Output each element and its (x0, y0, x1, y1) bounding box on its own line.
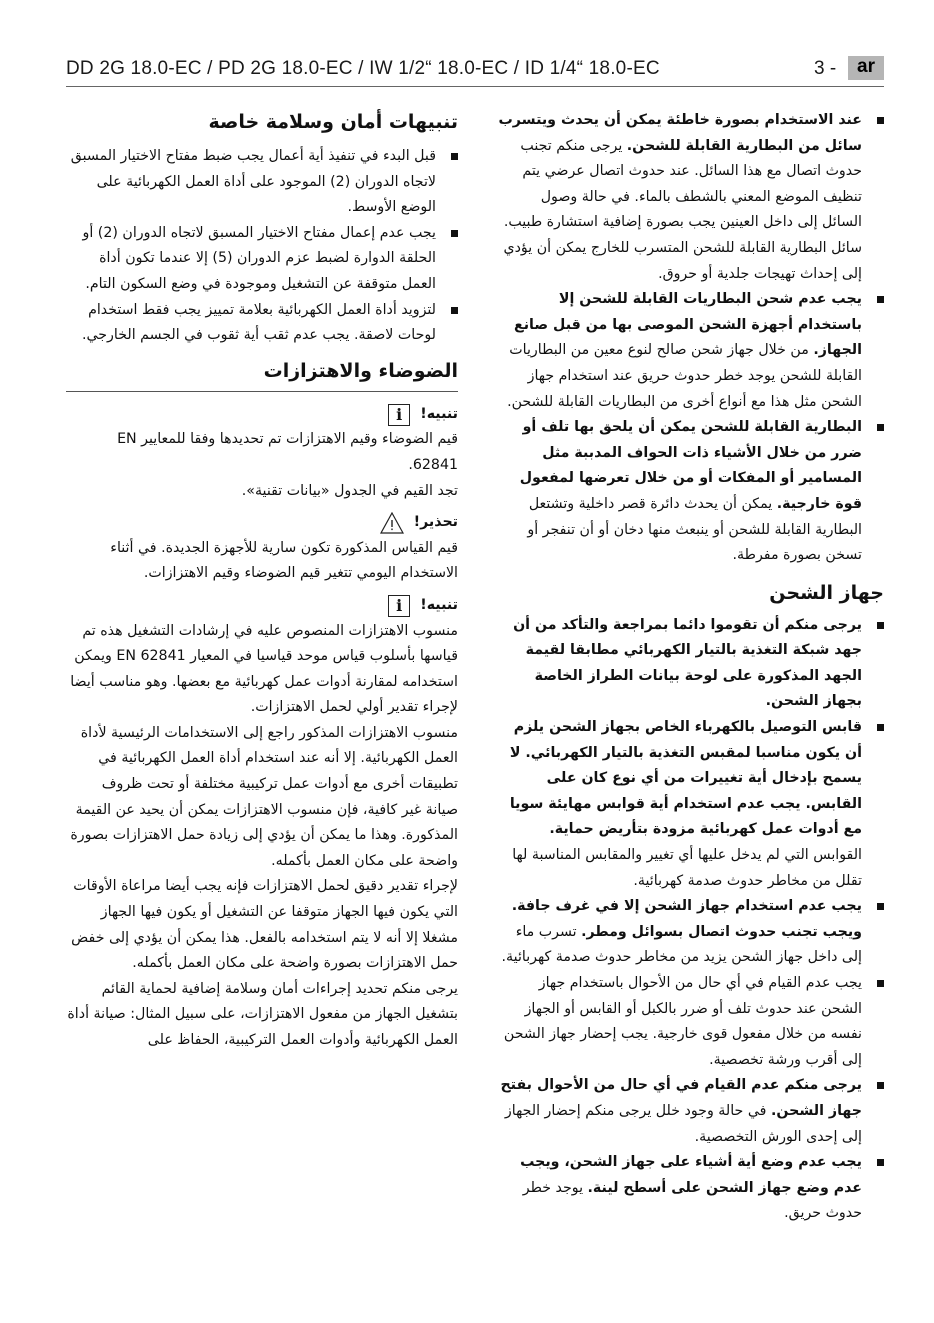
warning-title: تحذير! (413, 514, 458, 531)
page-header (0, 0, 934, 92)
item-text: القوابس التي لم يدخل عليها أي تغيير والمقابس المناسبة لها تقلل من مخاطر حدوث صدمة كهربائية. (512, 847, 862, 889)
item-bold: عند الاستخدام بصورة خاطئة يمكن أن يحدث ويتسرب سائل من البطارية القابلة للشحن. (498, 112, 862, 154)
header-divider (66, 86, 884, 87)
item-text: يرجى منكم تجنب حدوث اتصال مع هذا السائل. عند حدوث اتصال عرضي يتم تنظيف الموضع المعني بالشطف بالماء. في حالة وصول السائل إلى داخل العينين يجب بصورة إضافية استشارة طبيب. سائل البطارية القابلة للشحن المتسرب للخارج يمكن أن يؤدي إلى إحداث تهيجات جلدية أو حروق. (503, 137, 862, 282)
note-block (66, 593, 458, 1054)
note-text: منسوب الاهتزازات المذكور راجع إلى الاستخدامات الرئيسية لأداة العمل الكهربائية. إلا أنه عند استخدام أداة العمل الكهربائية في تطبيقات أخرى مع أدوات عمل تركيبية مختلفة أو تحت ظروف صيانة غير كافية، فإن منسوب الاهتزازات يمكن أن يحيد عن القيمة المذكورة. وهذا ما يمكن أن يؤدي إلى زيادة حمل الاهتزازات بصورة واضحة على مكان العمل بأكمله. (70, 724, 458, 869)
note-text: يرجى منكم تحديد إجراءات أمان وسلامة إضافية لحماية القائم بتشغيل الجهاز من مفعول الاهتزازات، على سبيل المثال: صيانة أداة العمل الكهربائية وأدوات العمل التركيبية، الحفاظ على (67, 980, 458, 1048)
warning-header (66, 510, 458, 536)
item-bold: البطارية القابلة للشحن يمكن أن يلحق بها تلف أو ضرر من خلال الأشياء ذات الحواف المدببة مثل المسامير أو المفكات أو من خلال تعرضها لمفعول قوة خارجية. (519, 419, 862, 512)
section-title-noise: الضوضاء والاهتزازات (263, 359, 458, 382)
list-item (497, 287, 884, 415)
section-title-charger: جهاز الشحن (769, 581, 884, 604)
note-text: قيم الضوضاء وقيم الاهتزازات تم تحديدها وفقا للمعايير EN 62841. (117, 431, 458, 473)
item-text: يوجد خطر حدوث حريق. (522, 1179, 862, 1222)
note-title: تنبيه! (420, 596, 458, 613)
list-item (497, 415, 884, 569)
warning-triangle-icon (380, 512, 404, 534)
model-title: DD 2G 18.0-EC / PD 2G 18.0-EC / IW 1/2“ 18.0-EC / ID 1/4“ 18.0-EC (66, 58, 660, 79)
note-text: لإجراء تقدير دقيق لحمل الاهتزازات فإنه يجب أيضا مراعاة الأوقات التي يكون فيها الجهاز متوقفا عن التشغيل أو يكون فيها الجهاز مشغلا إلا أنه لا يتم استخدامه بالفعل. هذا يمكن أن يؤدي إلى خفض حمل الاهتزازات بصورة واضحة على مكان العمل بأكمله. (71, 878, 458, 972)
note-title: تنبيه! (420, 405, 458, 422)
item-text: تسرب ماء إلى داخل جهاز الشحن يزيد من مخاطر حدوث صدمة كهربائية. (501, 923, 862, 966)
item-bold: يرجى منكم أن تقوموا دائما بمراجعة والتأكد من أن جهد شبكة التغذية بالتيار الكهربائي مطابقا لقيمة الجهد المذكورة على لوحة بيانات الطراز الخاصة بجهاز الشحن. (513, 616, 862, 710)
language-badge: ar (848, 56, 884, 80)
item-text: في حالة وجود خلل يرجى منكم إحضار الجهاز إلى إحدى الورش التخصصية. (504, 1102, 862, 1145)
list-item: يجب عدم إعمال مفتاح الاختيار المسبق لاتجاه الدوران (2) أو الحلقة الدوارة لضبط عزم الدوران (5) إلا عندما تكون أداة العمل متوقفة عن التشغيل وموجودة في وضع السكون التام. (66, 221, 458, 298)
item-bold: يجب عدم وضع أية أشياء على جهاز الشحن، ويجب عدم وضع جهاز الشحن على أسطح لينة. (520, 1154, 862, 1196)
list-item: قبل البدء في تنفيذ أية أعمال يجب ضبط مفتاح الاختيار المسبق لاتجاه الدوران (2) الموجود على أداة العمل الكهربائية على الوضع الأوسط. (66, 144, 458, 221)
note-text: تجد القيم في الجدول «بيانات تقنية». (241, 482, 458, 499)
note-block (66, 402, 458, 504)
list-item (497, 971, 884, 1073)
list-item (497, 1150, 884, 1227)
section-title-safety: تنبيهات أمان وسلامة خاصة (208, 111, 458, 133)
list-item (497, 1073, 884, 1150)
item-bold: يجب عدم شحن البطاريات القابلة للشحن إلا باستخدام أجهزة الشحن الموصى بها من قبل صانع الجهاز. (514, 291, 862, 359)
item-bold: قابس التوصيل بالكهرباء الخاص بجهاز الشحن يلزم أن يكون مناسبا لمقبس التغذية بالتيار الكهربائي. لا يسمح بإدخال أية تغييرات من أي نوع كان على القابس. يجب عدم استخدام أية قوابس مهايئة سويا مع أدوات عمل كهربائية مزودة بتأريض حماية. (509, 719, 862, 838)
warning-block (66, 510, 458, 587)
page-number: 3 - (814, 58, 837, 79)
item-bold: يرجى منكم عدم القيام في أي حال من الأحوال بفتح جهاز الشحن. (500, 1077, 862, 1119)
list-item (497, 108, 884, 287)
item-text: من خلال جهاز شحن صالح لنوع معين من البطاريات القابلة للشحن يوجد خطر حدوث حريق عند استخدام جهاز الشحن مثل هذا مع أنواع أخرى من البطاريات القابلة للشحن. (507, 342, 862, 410)
list-item (497, 894, 884, 971)
note-header (66, 402, 458, 428)
list-item (497, 715, 884, 894)
info-icon: i (388, 404, 410, 426)
info-icon: i (388, 595, 410, 617)
warning-text: قيم القياس المذكورة تكون سارية للأجهزة الجديدة. في أثناء الاستخدام اليومي تتغير قيم الضوضاء وقيم الاهتزازات. (110, 539, 458, 582)
item-text: يجب عدم القيام في أي حال من الأحوال باستخدام جهاز الشحن عند حدوث تلف أو ضرر بالكبل أو القابس أو الجهاز نفسه من خلال مفعول قوى خارجية. يجب إحضار جهاز الشحن إلى أقرب ورشة تخصصية. (503, 975, 862, 1068)
list-item: لتزويد أداة العمل الكهربائية بعلامة تمييز يجب فقط استخدام لوحات لاصقة. يجب عدم ثقب أية ثقوب في الجسم الخارجي. (66, 298, 458, 349)
note-text: منسوب الاهتزازات المنصوص عليه في إرشادات التشغيل هذه تم قياسها بأسلوب قياس موحد قياسيا في المعيار EN 62841 ويمكن استخدامه لمقارنة أدوات عمل كهربائية مع بعضها. وهو مناسب أيضا لإجراء تقدير أولي لحمل الاهتزازات. (70, 622, 458, 716)
note-header (66, 593, 458, 619)
item-bold: يجب عدم استخدام جهاز الشحن إلا في غرف جافة. ويجب تجنب حدوث اتصال بسوائل ومطر. (511, 898, 862, 940)
right-column (497, 108, 884, 1227)
section-divider (66, 391, 458, 392)
list-item (497, 613, 884, 715)
left-column (66, 108, 458, 1054)
item-text: يمكن أن يحدث دائرة قصر داخلية وتشتعل البطارية القابلة للشحن أو ينبعث منها دخان أو أن تنفجر أو تسخن بصورة مفرطة. (527, 495, 862, 564)
